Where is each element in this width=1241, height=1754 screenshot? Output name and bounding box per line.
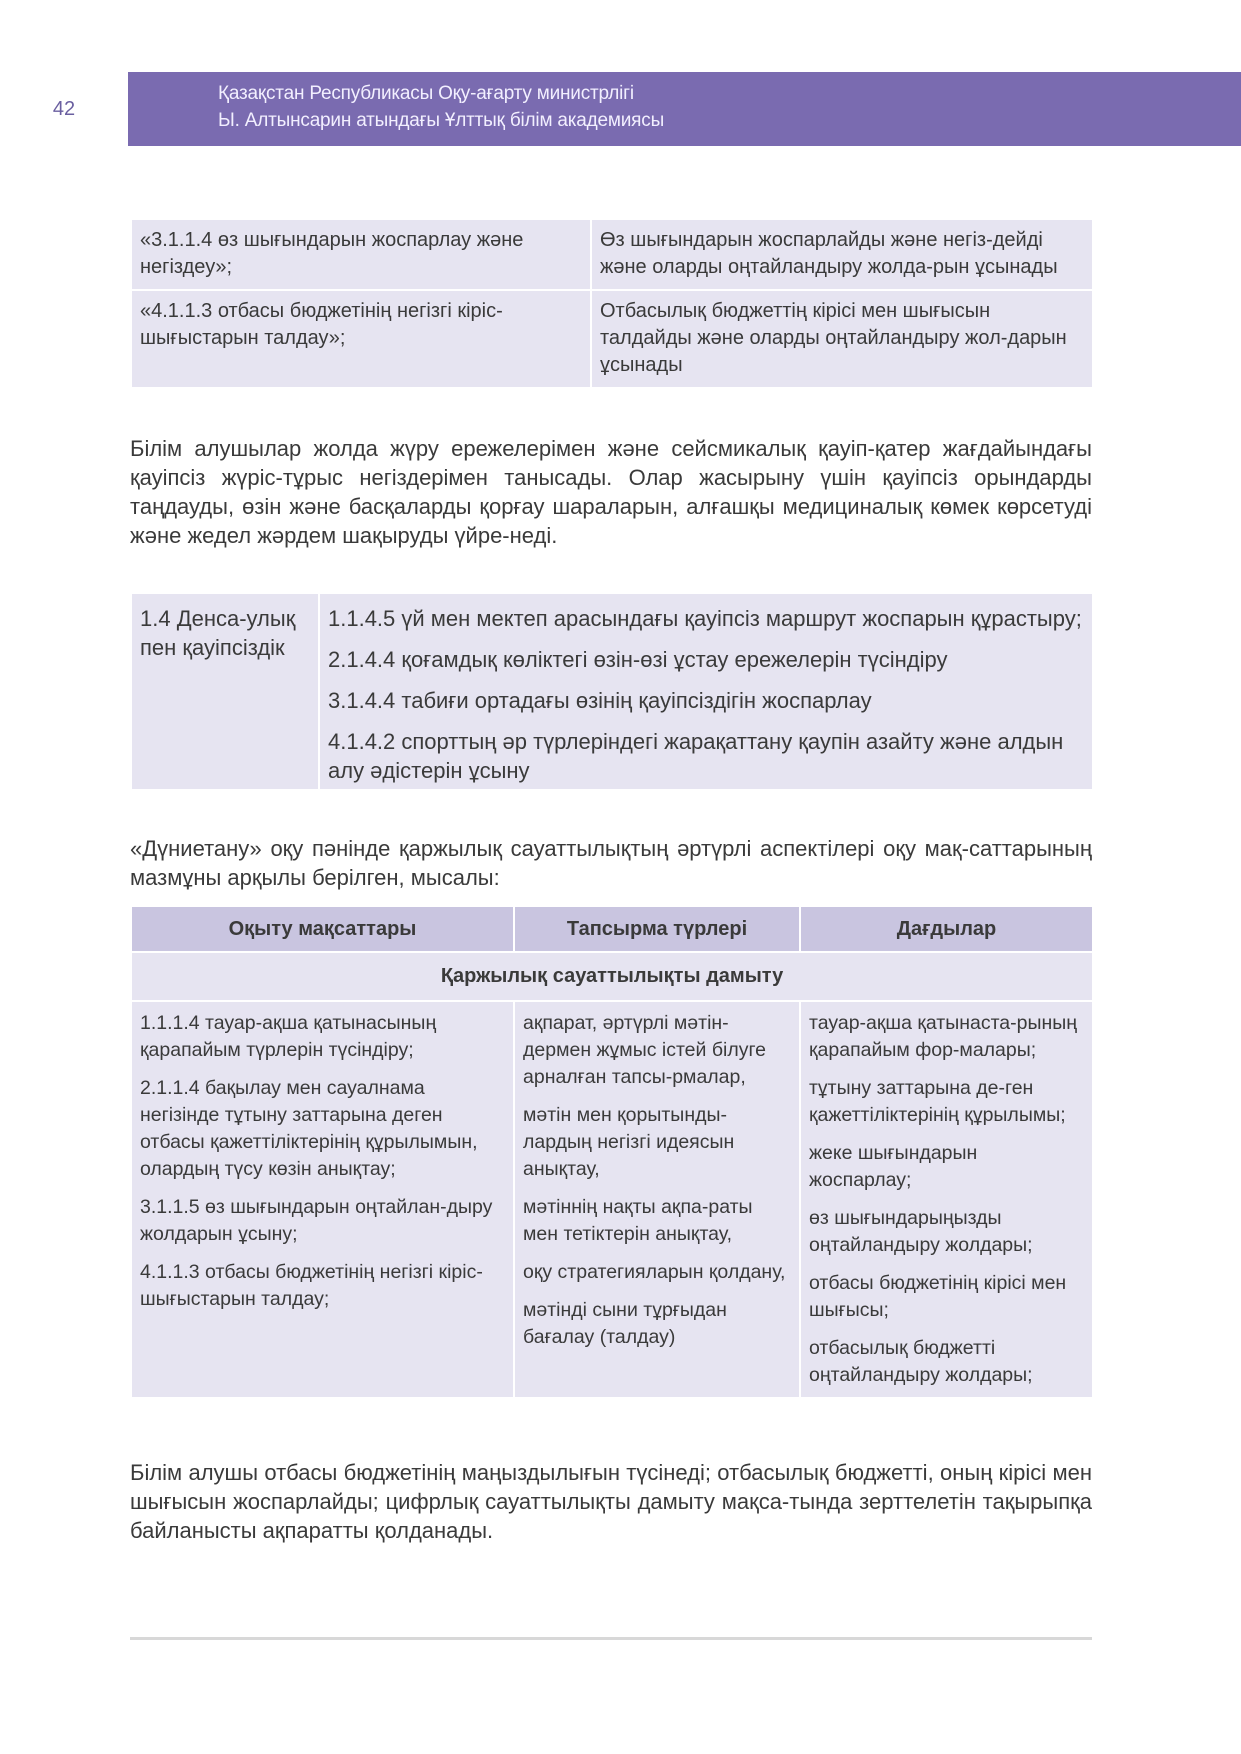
header-title: [218, 80, 664, 134]
list-item: жеке шығындарын жоспарлау;: [809, 1142, 978, 1191]
table-header-row: [131, 906, 1093, 952]
table-section-row: [131, 952, 1093, 1001]
learning-goals-cell: [131, 1001, 514, 1398]
list-item: 2.1.1.4 бақылау мен сауалнама негізінде тұтыну заттарына деген отбасы қажеттіліктерінің құрылымын, олардың түсу көзін анықтау;: [140, 1077, 478, 1180]
task-types-cell: [514, 1001, 800, 1398]
skills-cell: [800, 1001, 1093, 1398]
page-number: 42: [0, 72, 130, 146]
goal-item: 1.1.4.5 үй мен мектеп арасындағы қауіпсіз маршрут жоспарын құрастыру;: [328, 606, 1082, 631]
table-row: [131, 290, 1093, 388]
list-item: өз шығындарыңызды оңтайландыру жолдары;: [809, 1207, 1033, 1256]
paragraph-safety: Білім алушылар жолда жүру ережелерімен және сейсмикалық қауіп-қатер жағдайындағы қауіпсіз жүріс-тұрыс негіздерімен танысады. Олар жасырыну үшін қауіпсіз орындарды таңдауды, өзін және басқаларды қорғау шараларын, алғашқы медициналық көмек көрсетуді және жедел жәрдем шақыруды үйре-неді.: [130, 436, 1092, 548]
result-cell: Отбасылық бюджеттің кірісі мен шығысын талдайды және оларды оңтайландыру жол-дарын ұсынады: [591, 290, 1093, 388]
goal-item: 4.1.4.2 спорттың әр түрлеріндегі жарақаттану қаупін азайту және алдын алу әдістерін ұсыну: [328, 729, 1064, 783]
list-item: тауар-ақша қатынаста-рының қарапайым фор-малары;: [809, 1012, 1078, 1061]
table-row: [131, 219, 1093, 290]
list-item: отбасы бюджетінің кірісі мен шығысы;: [809, 1272, 1067, 1321]
header-academy: Ы. Алтынсарин атындағы Ұлттық білім академиясы: [218, 110, 665, 131]
list-item: мәтінді сыни тұрғыдан бағалау (талдау): [523, 1299, 727, 1348]
table-row: [131, 1001, 1093, 1398]
list-item: отбасылық бюджетті оңтайландыру жолдары;: [809, 1337, 1033, 1386]
goal-item: 3.1.4.4 табиғи ортадағы өзінің қауіпсіздігін жоспарлау: [328, 688, 872, 713]
paragraph-intro: «Дүниетану» оқу пәнінде қаржылық сауаттылықтың әртүрлі аспектілері оқу мақ-саттарының мазмұны арқылы берілген, мысалы:: [130, 836, 1092, 890]
list-item: тұтыну заттарына де-ген қажеттіліктерінің құрылымы;: [809, 1077, 1066, 1126]
list-item: 1.1.1.4 тауар-ақша қатынасының қарапайым түрлерін түсіндіру;: [140, 1012, 437, 1061]
page-header: [0, 72, 1241, 146]
column-header: Оқыту мақсаттары: [131, 906, 514, 952]
list-item: мәтін мен қорытынды-лардың негізгі идеясын анықтау,: [523, 1104, 735, 1180]
section-title: Қаржылық сауаттылықты дамыту: [131, 952, 1093, 1001]
list-item: 4.1.1.3 отбасы бюджетінің негізгі кіріс-шығыстарын талдау;: [140, 1261, 483, 1310]
list-item: оқу стратегияларын қолдану,: [523, 1261, 786, 1283]
table-row: [131, 593, 1093, 790]
health-safety-table: [130, 592, 1092, 791]
paragraph-conclusion: Білім алушы отбасы бюджетінің маңыздылығын түсінеді; отбасылық бюджетті, оның кірісі мен шығысын жоспарлайды; цифрлық сауаттылықты дамыту мақса-тында зерттелетін тақырыпқа байланысты ақпаратты қолданады.: [130, 1460, 1092, 1543]
goal-item: 2.1.4.4 қоғамдық көліктегі өзін-өзі ұстау ережелерін түсіндіру: [328, 647, 948, 672]
list-item: ақпарат, әртүрлі мәтін-дермен жұмыс істей білуге арналған тапсы-рмалар,: [523, 1012, 766, 1088]
goals-cell: [319, 593, 1093, 790]
list-item: 3.1.1.5 өз шығындарын оңтайлан-дыру жолдарын ұсыну;: [140, 1196, 493, 1245]
result-cell: Өз шығындарын жоспарлайды және негіз-дейді және оларды оңтайландыру жолда-рын ұсынады: [591, 219, 1093, 290]
header-ministry: Қазақстан Республикасы Оқу-ағарту министрлігі: [218, 83, 634, 104]
section-cell: 1.4 Денса-улық пен қауіпсіздік: [131, 593, 319, 790]
financial-literacy-table: [130, 905, 1092, 1399]
column-header: Тапсырма түрлері: [514, 906, 800, 952]
goal-cell: «3.1.1.4 өз шығындарын жоспарлау және негіздеу»;: [131, 219, 591, 290]
footer-divider: [130, 1637, 1092, 1640]
column-header: Дағдылар: [800, 906, 1093, 952]
goals-table-1: [130, 218, 1092, 389]
list-item: мәтіннің нақты ақпа-раты мен тетіктерін анықтау,: [523, 1196, 753, 1245]
goal-cell: «4.1.1.3 отбасы бюджетінің негізгі кіріс-шығыстарын талдау»;: [131, 290, 591, 388]
